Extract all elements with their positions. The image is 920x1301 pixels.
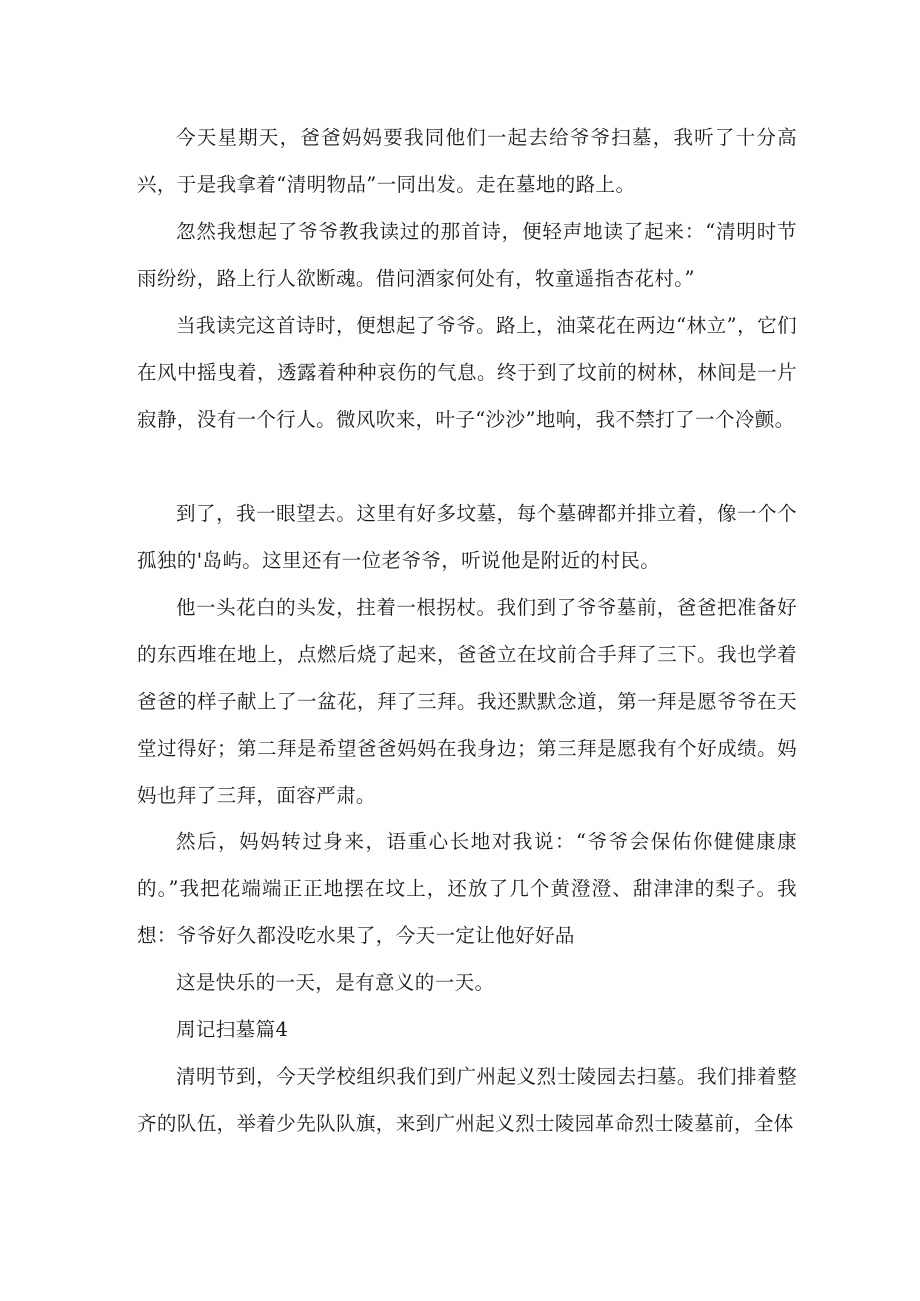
paragraph-1: 今天星期天，爸爸妈妈要我同他们一起去给爷爷扫墓，我听了十分高兴，于是我拿着“清明物品”一同出发。走在墓地的路上。: [137, 126, 797, 196]
paragraph-5: 他一头花白的头发，拄着一根拐杖。我们到了爷爷墓前，爸爸把准备好的东西堆在地上，点燃后烧了起来，爸爸立在坟前合手拜了三下。我也学着爸爸的样子献上了一盆花，拜了三拜。我还默默念道，第一拜是愿爷爷在天堂过得好；第二拜是希望爸爸妈妈在我身边；第三拜是愿我有个好成绩。妈妈也拜了三拜，面容严肃。: [137, 596, 797, 807]
paragraph-6: 然后，妈妈转过身来，语重心长地对我说：“爷爷会保佑你健健康康的。”我把花端端正正地摆在坟上，还放了几个黄澄澄、甜津津的梨子。我想：爷爷好久都没吃水果了，今天一定让他好好品: [137, 830, 797, 947]
paragraph-8: 清明节到，今天学校组织我们到广州起义烈士陵园去扫墓。我们排着整齐的队伍，举着少先队队旗，来到广州起义烈士陵园革命烈士陵墓前，全体: [137, 1065, 797, 1135]
paragraph-2: 忽然我想起了爷爷教我读过的那首诗，便轻声地读了起来：“清明时节雨纷纷，路上行人欲断魂。借问酒家何处有，牧童遥指杏花村。”: [137, 220, 797, 290]
paragraph-3: 当我读完这首诗时，便想起了爷爷。路上，油菜花在两边“林立”，它们在风中摇曳着，透露着种种哀伤的气息。终于到了坟前的树林，林间是一片寂静，没有一个行人。微风吹来，叶子“沙沙”地响，我不禁打了一个冷颤。: [137, 314, 797, 431]
paragraph-4: 到了，我一眼望去。这里有好多坟墓，每个墓碑都并排立着，像一个个孤独的'岛屿。这里还有一位老爷爷，听说他是附近的村民。: [137, 502, 797, 572]
section-heading: 周记扫墓篇4: [176, 1018, 289, 1041]
paragraph-7: 这是快乐的一天，是有意义的一天。: [176, 971, 495, 994]
